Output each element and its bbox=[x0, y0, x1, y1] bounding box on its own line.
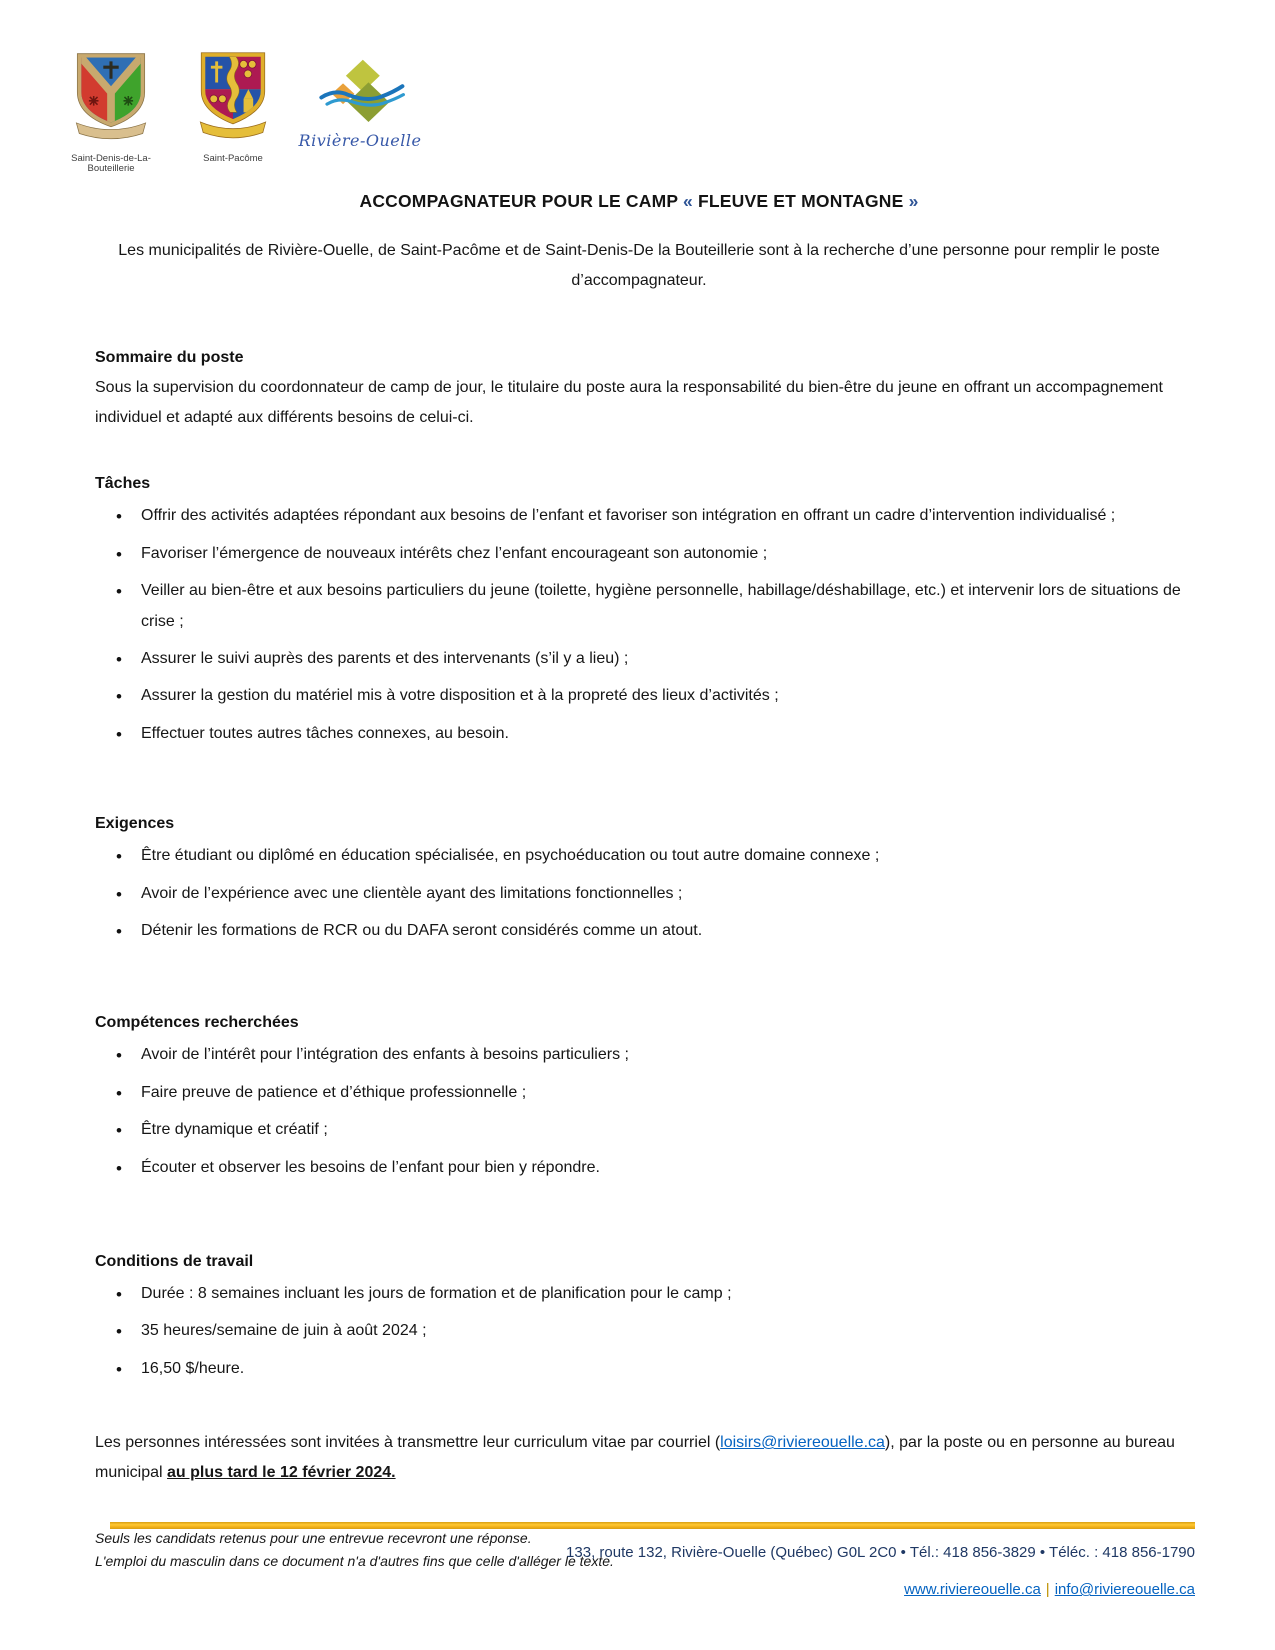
gold-divider bbox=[110, 1522, 1195, 1529]
closing-text-before: Les personnes intéressées sont invitées à transmettre leur curriculum vitae par courriel ( bbox=[95, 1434, 721, 1452]
deadline-text: au plus tard le 12 février 2024. bbox=[167, 1464, 396, 1482]
list-item: • Offrir des activités adaptées répondant aux besoins de l’enfant et favoriser son intégration en offrant un cadre d’intervention individualisé ; bbox=[95, 501, 1183, 531]
saint-denis-logo bbox=[50, 46, 172, 175]
saint-pacome-caption: Saint-Pacôme bbox=[203, 153, 263, 164]
list-item: • Être étudiant ou diplômé en éducation spécialisée, en psychoéducation ou tout autre domaine connexe ; bbox=[95, 841, 1183, 871]
riviere-ouelle-logo bbox=[294, 46, 426, 150]
note-line: L'emploi du masculin dans ce document n'a d'autres fins que celle d'alléger le texte. bbox=[95, 1552, 614, 1569]
taches-list bbox=[95, 501, 1183, 749]
list-item: • Avoir de l’intérêt pour l’intégration des enfants à besoins particuliers ; bbox=[95, 1040, 1183, 1070]
footer-address: 133, route 132, Rivière-Ouelle (Québec) G0L 2C0 • Tél.: 418 856-3829 • Téléc. : 418 856-1790 bbox=[566, 1543, 1195, 1561]
section-heading: Exigences bbox=[95, 815, 175, 833]
note-line: Seuls les candidats retenus pour une entrevue recevront une réponse. bbox=[95, 1529, 532, 1546]
exigences-list bbox=[95, 841, 1183, 946]
email-link-loisirs[interactable]: loisirs@riviereouelle.ca bbox=[720, 1434, 885, 1452]
list-item: • Durée : 8 semaines incluant les jours de formation et de planification pour le camp ; bbox=[95, 1279, 1183, 1309]
closing-paragraph bbox=[95, 1428, 1183, 1489]
competences-list bbox=[95, 1040, 1183, 1183]
list-item: • Faire preuve de patience et d’éthique professionnelle ; bbox=[95, 1078, 1183, 1108]
email-link-info[interactable]: info@riviereouelle.ca bbox=[1054, 1581, 1195, 1599]
saint-pacome-coat-of-arms-icon bbox=[189, 46, 277, 146]
section-heading: Sommaire du poste bbox=[95, 348, 244, 366]
title-quoted-text: FLEUVE ET MONTAGNE bbox=[698, 190, 904, 211]
closing-text-after: ), par la poste ou en personne au bureau municipal bbox=[95, 1434, 1175, 1482]
list-item: • Détenir les formations de RCR ou du DAFA seront considérés comme un atout. bbox=[95, 916, 1183, 946]
footer-separator: | bbox=[1045, 1581, 1050, 1599]
intro-paragraph: Les municipalités de Rivière-Ouelle, de Saint-Pacôme et de Saint-Denis-De la Bouteillerie sont à la recherche d’une personne pour remplir le poste d’accompagnateur. bbox=[118, 241, 1160, 290]
title-text: ACCOMPAGNATEUR POUR LE CAMP bbox=[359, 190, 678, 211]
list-item: • 16,50 $/heure. bbox=[95, 1354, 1183, 1384]
list-item: • 35 heures/semaine de juin à août 2024 ; bbox=[95, 1316, 1183, 1346]
list-item: • Veiller au bien-être et aux besoins particuliers du jeune (toilette, hygiène personnelle, habillage/déshabillage, etc.) et intervenir lors de situations de crise ; bbox=[95, 576, 1183, 637]
saint-denis-coat-of-arms-icon bbox=[67, 46, 155, 146]
section-sommaire bbox=[95, 349, 1183, 434]
section-conditions bbox=[95, 1253, 1183, 1384]
saint-denis-caption: Saint-Denis-de-La-Bouteillerie bbox=[71, 153, 151, 175]
footer-links bbox=[110, 1576, 1195, 1604]
conditions-list bbox=[95, 1279, 1183, 1384]
section-heading: Conditions de travail bbox=[95, 1252, 254, 1270]
riviere-ouelle-wordmark: Rivière-Ouelle bbox=[298, 131, 422, 150]
list-item: • Assurer le suivi auprès des parents et des intervenants (s’il y a lieu) ; bbox=[95, 644, 1183, 674]
list-item: • Avoir de l’expérience avec une clientèle ayant des limitations fonctionnelles ; bbox=[95, 879, 1183, 909]
section-body: Sous la supervision du coordonnateur de camp de jour, le titulaire du poste aura la responsabilité du bien-être du jeune en offrant un accompagnement individuel et adapté aux différents besoins de celui-ci. bbox=[95, 378, 1163, 427]
riviere-ouelle-diamond-icon bbox=[308, 56, 412, 122]
section-heading: Tâches bbox=[95, 475, 151, 493]
list-item: • Assurer la gestion du matériel mis à votre disposition et à la propreté des lieux d’activités ; bbox=[95, 681, 1183, 711]
list-item: • Favoriser l’émergence de nouveaux intérêts chez l’enfant encourageant son autonomie ; bbox=[95, 539, 1183, 569]
website-link[interactable]: www.riviereouelle.ca bbox=[904, 1581, 1041, 1599]
title-open-guillemet: « bbox=[683, 190, 693, 211]
footer bbox=[110, 1522, 1195, 1605]
list-item: • Écouter et observer les besoins de l’enfant pour bien y répondre. bbox=[95, 1153, 1183, 1183]
logo-row bbox=[50, 46, 1183, 175]
section-competences bbox=[95, 1014, 1183, 1183]
title-close-guillemet: » bbox=[908, 190, 919, 211]
saint-pacome-logo bbox=[172, 46, 294, 164]
list-item: • Être dynamique et créatif ; bbox=[95, 1115, 1183, 1145]
page-title bbox=[95, 191, 1183, 212]
section-exigences bbox=[95, 815, 1183, 946]
list-item: • Effectuer toutes autres tâches connexes, au besoin. bbox=[95, 719, 1183, 749]
section-taches bbox=[95, 475, 1183, 749]
section-heading: Compétences recherchées bbox=[95, 1014, 299, 1032]
